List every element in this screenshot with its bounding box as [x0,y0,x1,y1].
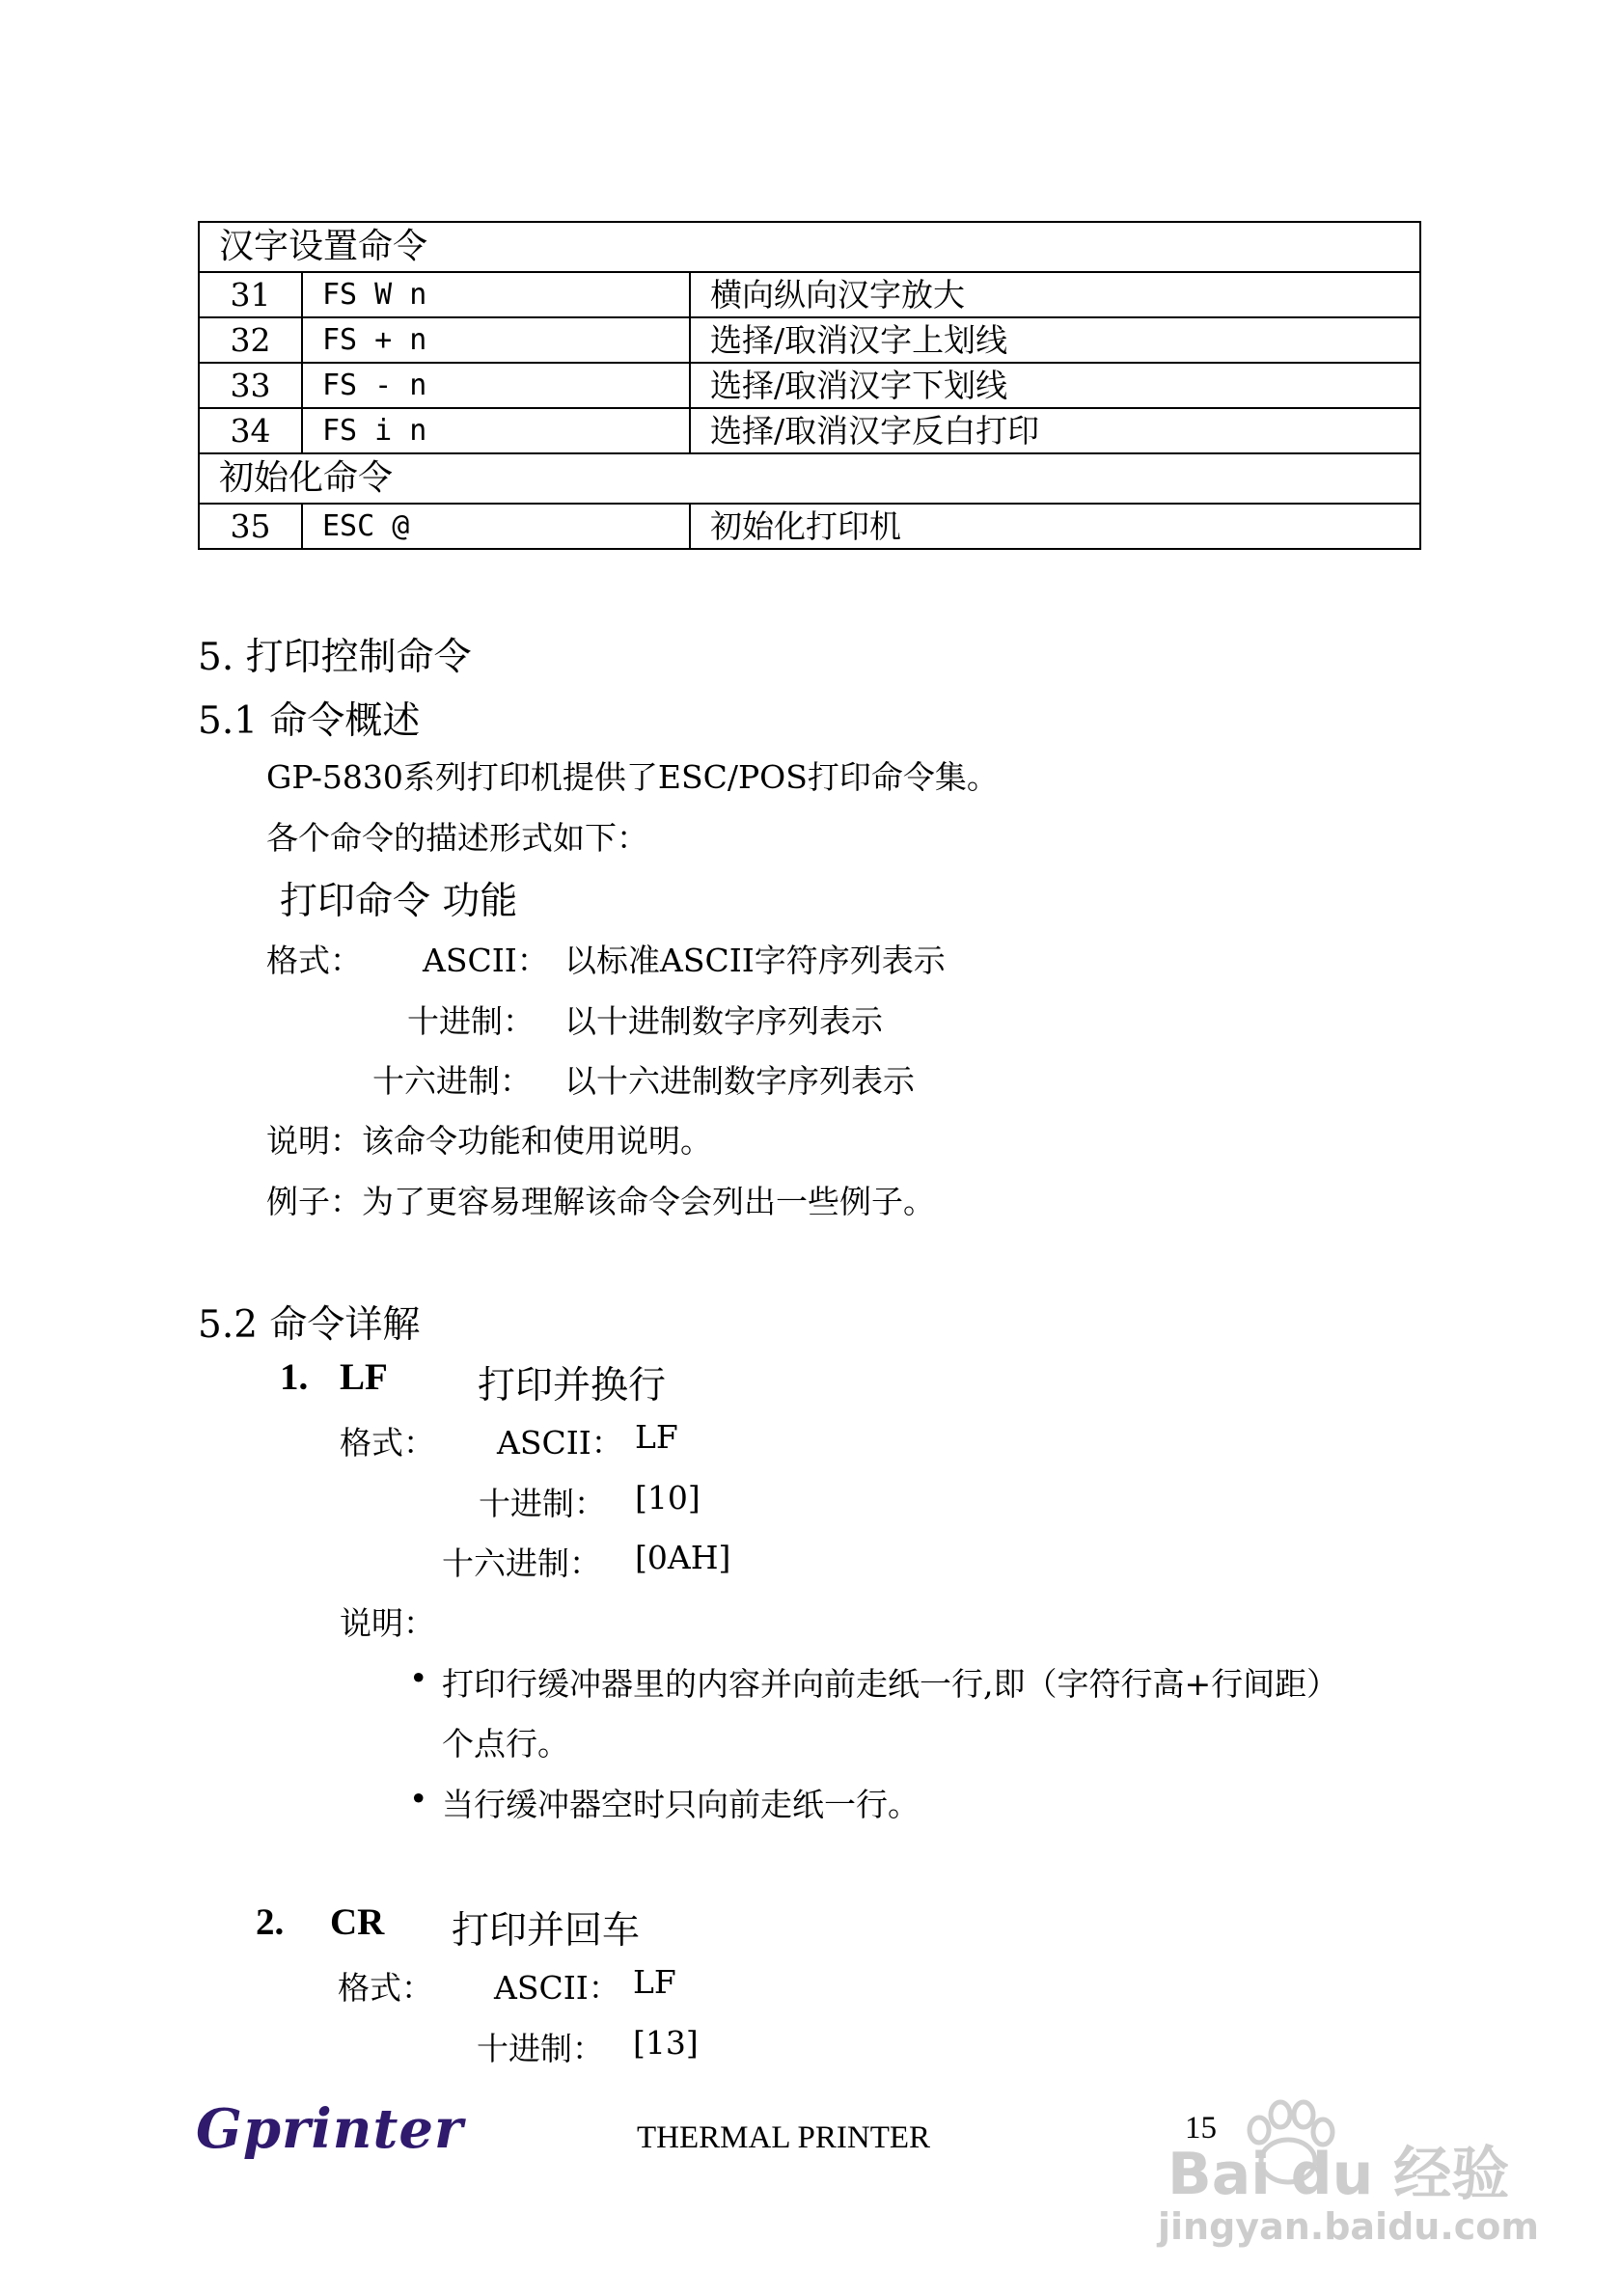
command-number: 31 [199,272,302,317]
watermark-brand: Bai du 经验 [1168,2141,1510,2208]
format-label: 格式： [340,1424,435,1462]
command-code: LF [340,1356,388,1398]
baidu-watermark [1139,2093,1544,2257]
page-number: 15 [1185,2111,1217,2146]
table-row [199,504,1420,549]
watermark-url: jingyan.baidu.com [1158,2205,1539,2248]
command-code: FS + n [302,317,690,363]
template-title: 打印命令 功能 [280,880,518,923]
subsection-heading: 5.1 命令概述 [198,699,421,743]
hex-label: 十六进制： [442,1544,601,1582]
command-title: 打印并回车 [452,1909,641,1953]
ascii-value: LF [633,1963,676,2001]
example-line: 例子：为了更容易理解该命令会列出一些例子。 [266,1183,935,1220]
note-line: 说明：该命令功能和使用说明。 [266,1122,712,1160]
command-table [198,221,1421,550]
ascii-value: LF [635,1418,678,1456]
decimal-value: [13] [633,2024,699,2062]
ascii-label: ASCII： [497,1424,623,1462]
decimal-label: 十进制： [479,1485,606,1522]
hex-label: 十六进制： [372,1062,532,1100]
section-heading: 5. 打印控制命令 [198,636,472,679]
command-number: 32 [199,317,302,363]
command-code: FS - n [302,363,690,408]
command-description: 横向纵向汉字放大 [690,272,1420,317]
command-code: ESC @ [302,504,690,549]
decimal-description: 以十进制数字序列表示 [564,1002,883,1040]
footer-title: THERMAL PRINTER [637,2120,931,2155]
command-code: FS i n [302,408,690,453]
gprinter-logo: Gprinter [196,2097,464,2161]
format-label: 格式： [338,1969,433,2007]
command-code: CR [330,1901,385,1943]
decimal-label: 十进制： [407,1002,535,1040]
table-row [199,363,1420,408]
command-number: 34 [199,408,302,453]
ascii-label: ASCII： [494,1969,620,2007]
command-title: 打印并换行 [478,1364,667,1408]
table-section-row [199,453,1420,504]
intro-text: 各个命令的描述形式如下： [266,819,648,857]
section-title: 初始化命令 [199,453,1420,504]
note-label: 说明： [340,1604,435,1642]
table-section-row [199,222,1420,272]
decimal-label: 十进制： [477,2030,604,2067]
command-description: 选择/取消汉字下划线 [690,363,1420,408]
command-description: 选择/取消汉字反白打印 [690,408,1420,453]
subsection-heading: 5.2 命令详解 [198,1303,421,1347]
decimal-value: [10] [635,1479,701,1517]
command-description: 初始化打印机 [690,504,1420,549]
bullet-item: • 当行缓冲器空时只向前走纸一行。 [442,1780,920,1825]
ascii-description: 以标准ASCII字符序列表示 [564,942,946,979]
command-number: 1. [280,1356,309,1398]
command-number: 35 [199,504,302,549]
format-label: 格式： [266,942,362,979]
command-code: FS W n [302,272,690,317]
bullet-item: • 打印行缓冲器里的内容并向前走纸一行,即（字符行高+行间距） [442,1659,1338,1705]
section-title: 汉字设置命令 [199,222,1420,272]
ascii-label: ASCII： [423,942,549,979]
table-row [199,408,1420,453]
table-row [199,272,1420,317]
hex-description: 以十六进制数字序列表示 [564,1062,915,1100]
command-number: 33 [199,363,302,408]
command-number: 2. [256,1901,285,1943]
bullet-continuation: 个点行。 [442,1725,569,1763]
hex-value: [0AH] [635,1539,731,1576]
intro-text: GP-5830系列打印机提供了ESC/POS打印命令集。 [266,758,999,796]
command-description: 选择/取消汉字上划线 [690,317,1420,363]
table-row [199,317,1420,363]
